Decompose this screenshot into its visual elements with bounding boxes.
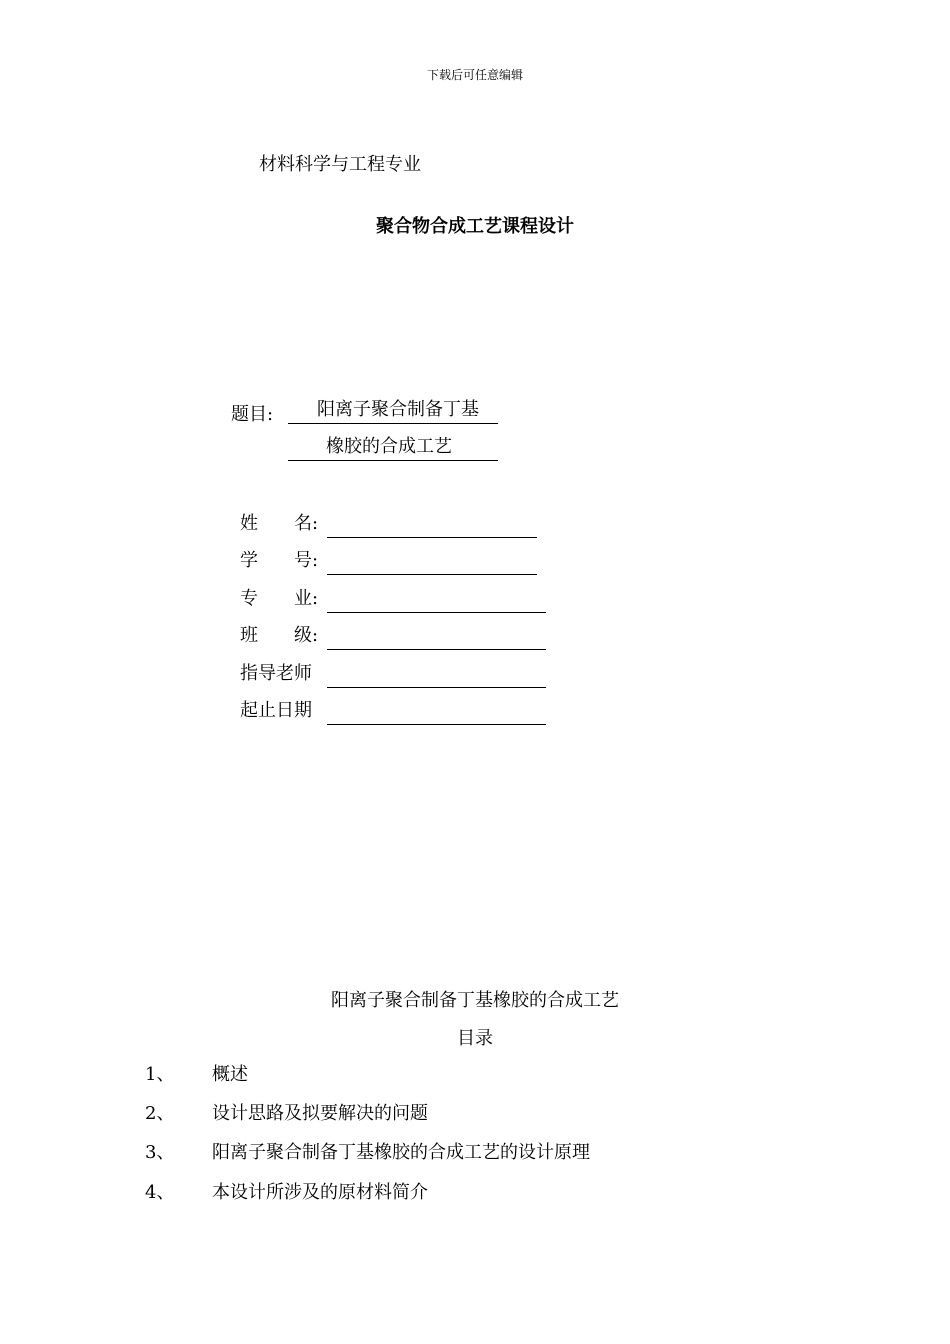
topic-label: 题目: (231, 404, 274, 425)
toc-item-text: 阳离子聚合制备丁基橡胶的合成工艺的设计原理 (212, 1142, 590, 1163)
topic-text-1: 阳离子聚合制备丁基 (317, 399, 479, 420)
toc-item-number: 4、 (145, 1182, 175, 1203)
major-field-line[interactable] (327, 586, 546, 613)
topic-line-1 (288, 397, 498, 424)
form-label-dates: 起止日期 (240, 700, 312, 721)
course-title: 聚合物合成工艺课程设计 (376, 216, 574, 237)
name-field-line[interactable] (327, 511, 537, 538)
form-label-advisor: 指导老师 (240, 663, 312, 684)
toc-item-number: 2、 (145, 1103, 175, 1124)
toc-item-number: 1、 (145, 1064, 175, 1085)
major-name: 材料科学与工程专业 (259, 154, 421, 175)
topic-text-2: 橡胶的合成工艺 (326, 436, 452, 457)
form-label-student-id: 学 号: (240, 550, 319, 571)
header-note: 下载后可任意编辑 (426, 68, 523, 82)
form-label-major: 专 业: (240, 588, 319, 609)
class-field-line[interactable] (327, 623, 546, 650)
toc-item-text: 概述 (212, 1064, 248, 1085)
document-subtitle: 阳离子聚合制备丁基橡胶的合成工艺 (331, 990, 619, 1011)
topic-line-2 (288, 434, 498, 461)
toc-title: 目录 (457, 1028, 493, 1049)
toc-item-text: 本设计所涉及的原材料简介 (212, 1182, 428, 1203)
dates-field-line[interactable] (327, 698, 546, 725)
toc-item-text: 设计思路及拟要解决的问题 (212, 1103, 428, 1124)
form-label-class: 班 级: (240, 625, 319, 646)
advisor-field-line[interactable] (327, 661, 546, 688)
toc-item-number: 3、 (145, 1142, 175, 1163)
form-label-name: 姓 名: (240, 513, 319, 534)
student-id-field-line[interactable] (327, 548, 537, 575)
